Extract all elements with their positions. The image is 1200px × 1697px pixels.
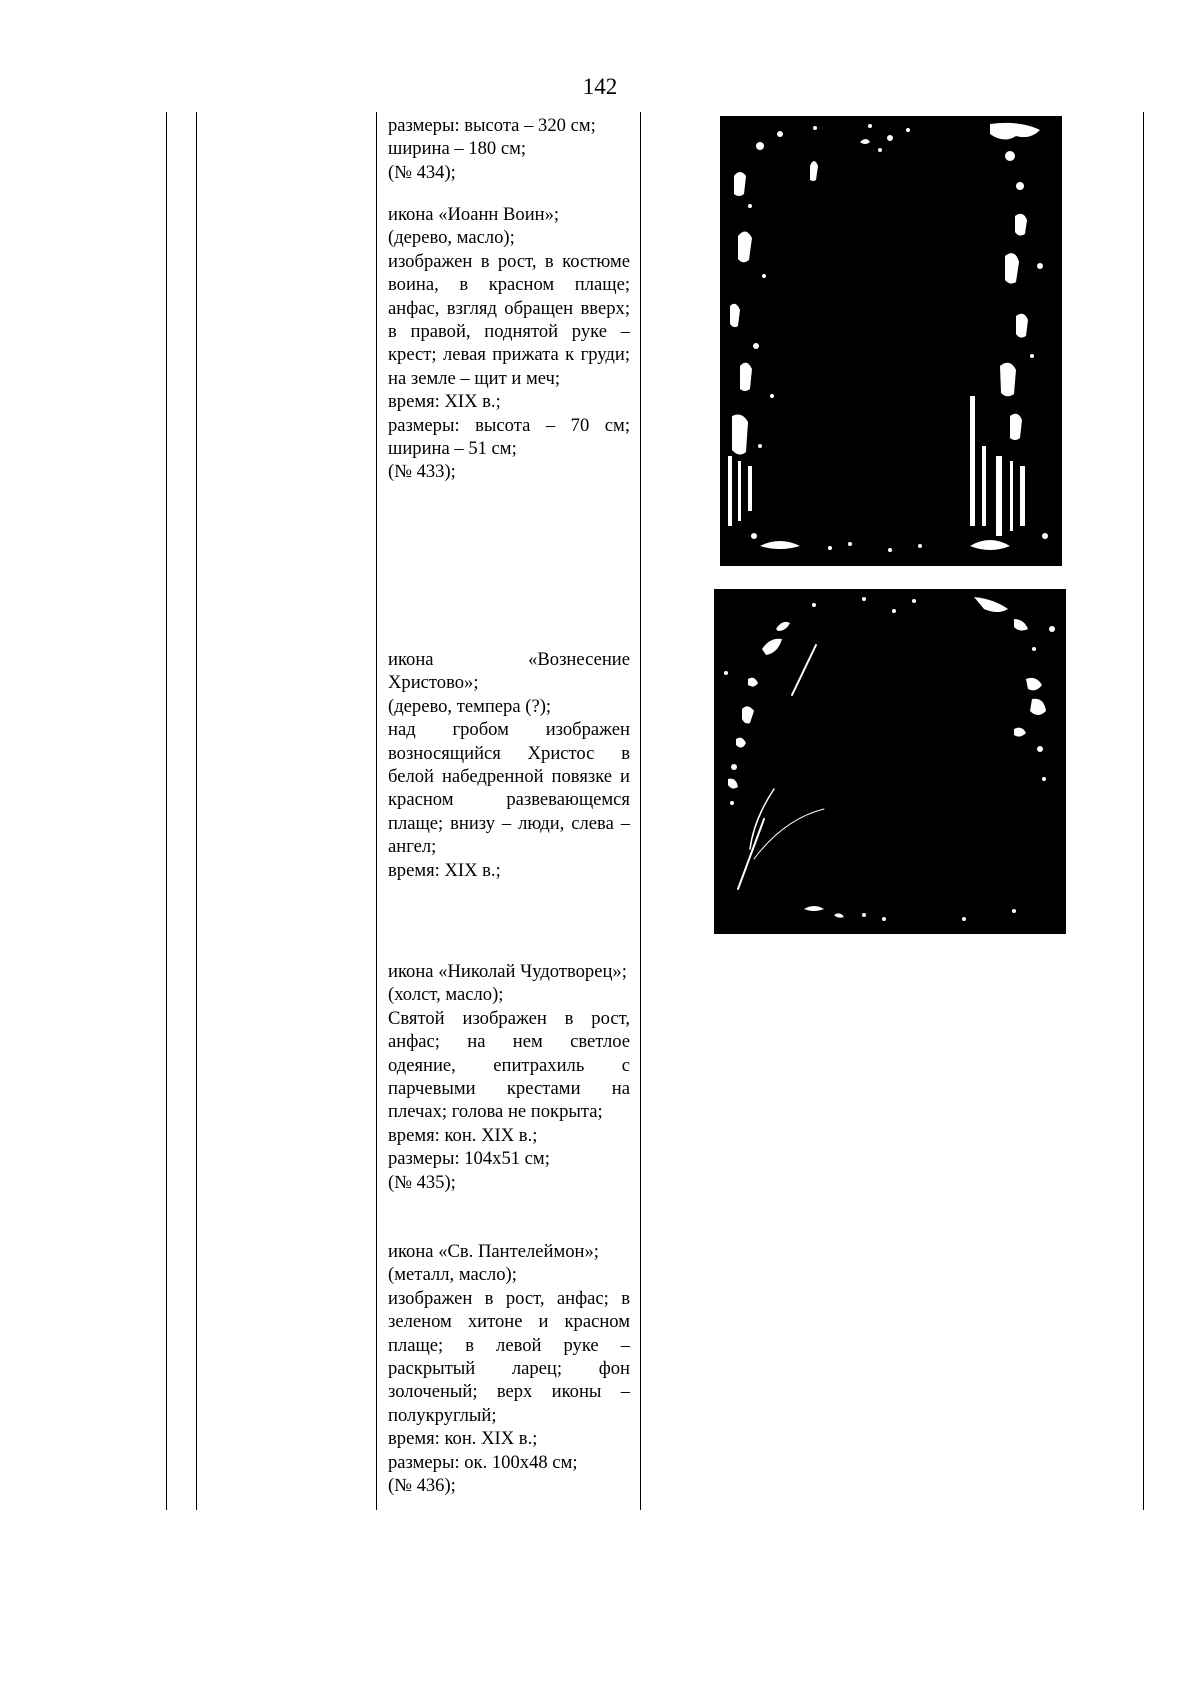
entry-description: изображен в рост, в костюме воина, в красном плаще; анфас, взгляд обращен вверх; в правой, поднятой руке – крест; левая прижата к груди; на земле – щит и меч;	[388, 250, 630, 389]
entry-date: время: XIX в.;	[388, 859, 501, 881]
table-column-divider-text	[376, 112, 377, 1510]
entry-material: (дерево, темпера (?);	[388, 695, 552, 717]
table-border-left-outer	[166, 112, 167, 1510]
entry-line: (№ 434);	[388, 161, 456, 183]
entry-ioann-voin	[388, 203, 630, 484]
table-column-divider-photo	[640, 112, 641, 1510]
entry-description: изображен в рост, анфас; в зеленом хитоне и красном плаще; в левой руке – раскрытый ларец; фон золоченый; верх иконы – полукруглый;	[388, 1287, 630, 1426]
entry-description: Святой изображен в рост, анфас; на нем светлое одеяние, епитрахиль с парчевыми крестами на плечах; голова не покрыта;	[388, 1007, 630, 1123]
entry-voznesenie	[388, 648, 630, 882]
table-border-right	[1143, 112, 1144, 1510]
entry-title: икона «Св. Пантелеймон»;	[388, 1241, 599, 1262]
entry-size: размеры: высота – 70 см; ширина – 51 см;	[388, 414, 630, 460]
icon-voznesenie-photo	[714, 589, 1066, 934]
entry-material: (холст, масло);	[388, 984, 504, 1006]
page-number: 142	[582, 74, 618, 99]
entry-nikolai-chudotvorets	[388, 960, 630, 1194]
table-border-left-inner	[196, 112, 197, 1510]
entry-title: икона «Иоанн Воин»;	[388, 204, 560, 225]
entry-sv-panteleimon	[388, 1240, 630, 1497]
entry-material: (дерево, масло);	[388, 227, 515, 249]
entry-title: икона «Вознесение Христово»;	[388, 649, 630, 694]
entry-number: (№ 435);	[388, 1171, 456, 1193]
entry-line: размеры: высота – 320 см;	[388, 115, 596, 136]
entry-date: время: XIX в.;	[388, 391, 501, 413]
entry-number: (№ 436);	[388, 1475, 456, 1497]
entry-size: размеры: ок. 100х48 см;	[388, 1451, 578, 1473]
entry-size: размеры: 104х51 см;	[388, 1148, 550, 1170]
entry-material: (металл, масло);	[388, 1264, 517, 1286]
entry-434-continuation	[388, 114, 630, 184]
entry-date: время: кон. XIX в.;	[388, 1124, 538, 1146]
entry-line: ширина – 180 см;	[388, 138, 527, 160]
icon-ioann-voin-photo	[720, 116, 1062, 566]
entry-description: над гробом изображен возносящийся Христос в белой набедренной повязке и красном развевающемся плаще; внизу – люди, слева – ангел;	[388, 719, 630, 858]
entry-title: икона «Николай Чудотворец»;	[388, 961, 627, 982]
entry-number: (№ 433);	[388, 461, 456, 483]
entry-date: время: кон. XIX в.;	[388, 1428, 538, 1450]
